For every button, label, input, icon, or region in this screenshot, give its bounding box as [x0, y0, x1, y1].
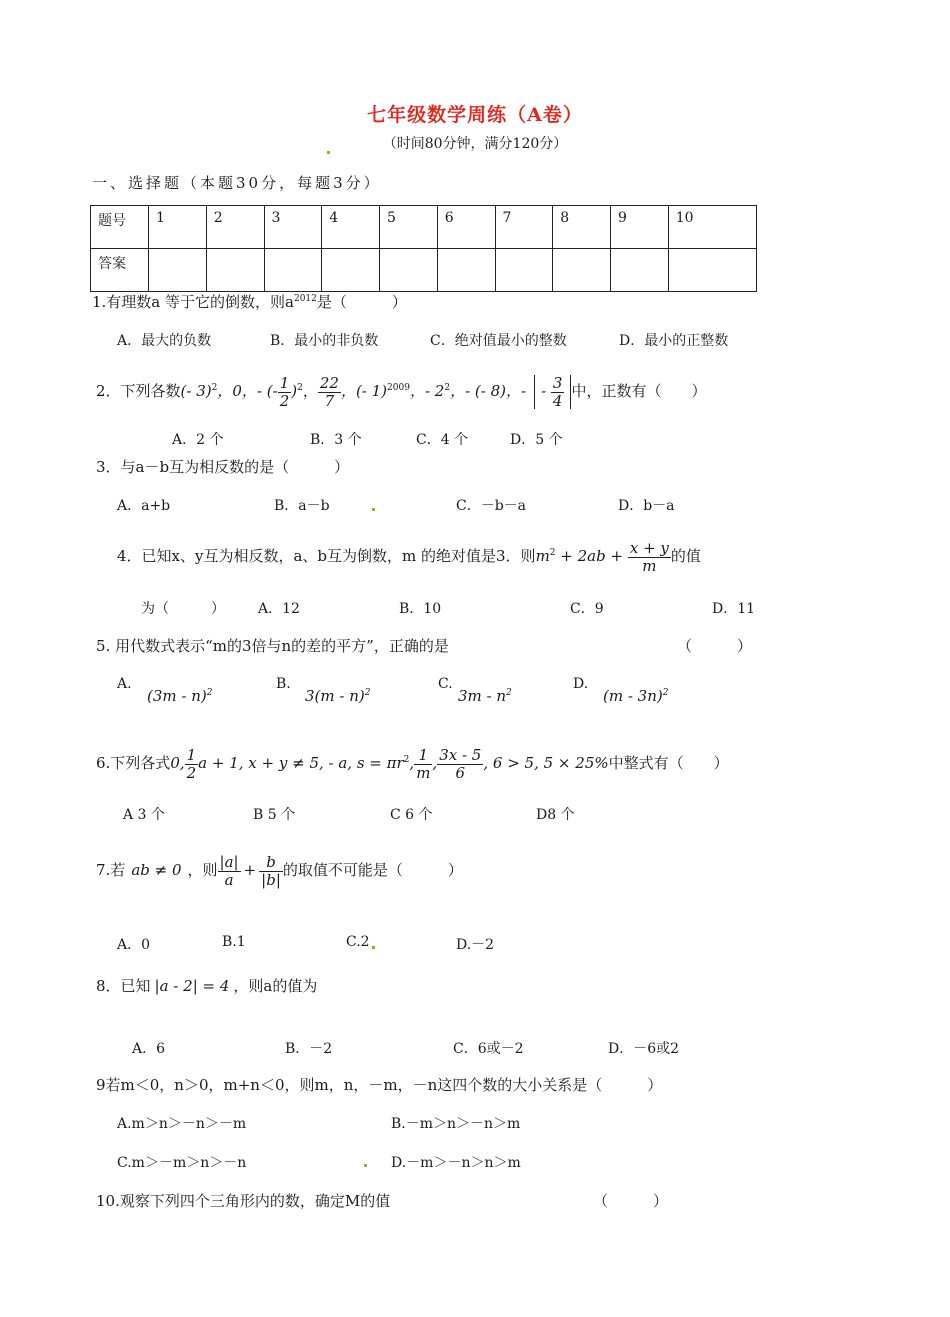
- q5-option-c-expr: [458, 687, 512, 705]
- q6-term: 0,: [170, 754, 185, 772]
- answer-cell[interactable]: [437, 249, 495, 292]
- q2-option-c: C．4 个: [416, 432, 469, 448]
- q2-term: ，(- 1): [340, 382, 388, 400]
- page-subtitle: （时间80分钟，满分120分）: [382, 136, 568, 152]
- scan-mark: [364, 1164, 367, 1167]
- question-2: 2．下列各数(- 3)$^2$，0，- (- $\frac{1}{2}$ )$^2$， $\frac{22}{7}$ ，(- 1)$^{2009}$，- $2^2$，- (- 8)，- - $\frac{3}{4}$ 中，正数有（ ）: [96, 374, 707, 410]
- table-cell: 5: [380, 206, 438, 249]
- q5-option-b-expr: [305, 687, 370, 705]
- q7-mid: ，则: [187, 861, 218, 879]
- q2-tail: 中，正数有（ ）: [571, 382, 707, 400]
- q2-exponent: 2: [297, 383, 303, 393]
- question-8: [96, 975, 317, 996]
- table-cell: 4: [322, 206, 380, 249]
- q8-expr: |a - 2| = 4: [154, 977, 230, 995]
- q3-option-c: C．－b－a: [456, 498, 527, 514]
- q5-expr: (m - 3n): [603, 687, 663, 705]
- table-cell: 10: [668, 206, 756, 249]
- q2-fraction: [551, 375, 565, 409]
- q4-option-b: B．10: [399, 601, 442, 617]
- q4-option-a: A．12: [258, 601, 300, 617]
- q4-exponent: 2: [549, 548, 556, 558]
- scan-mark: [372, 508, 375, 511]
- q4-numerator: x + y: [629, 539, 669, 557]
- answer-cell[interactable]: [611, 249, 669, 292]
- q6-term: ,: [432, 754, 438, 772]
- table-row: [91, 249, 757, 292]
- q3-option-b: B．a－b: [274, 498, 330, 514]
- q8-option-b: B．－2: [285, 1041, 333, 1057]
- q7-option-c: C.2: [346, 934, 370, 950]
- question-7: [96, 850, 463, 890]
- answer-cell[interactable]: [264, 249, 322, 292]
- q2-exponent: 2009: [387, 383, 410, 393]
- q2-term: ，- (- 8)，-: [450, 382, 527, 400]
- q8-option-c: C．6或－2: [453, 1041, 524, 1057]
- q7-fraction: [218, 854, 241, 888]
- question-1: [92, 291, 407, 312]
- q7-lead: 7.若: [96, 861, 126, 879]
- question-10: 10.观察下列四个三角形内的数，确定M的值: [96, 1192, 391, 1210]
- q5-expr: 3(m - n): [305, 687, 365, 705]
- q1-option-b: B．最小的非负数: [270, 333, 379, 349]
- q2-exponent: 2: [444, 383, 451, 393]
- q3-option-a: A．a+b: [117, 498, 171, 514]
- q6-lead: 6.下列各式: [96, 754, 171, 772]
- q1-stem: 1.有理数a 等于它的倒数，则a: [92, 293, 294, 311]
- table-cell: 9: [611, 206, 669, 249]
- q7-plus: +: [243, 861, 257, 879]
- q7-condition: ab ≠ 0: [131, 861, 182, 879]
- q1-option-a: A．最大的负数: [117, 333, 212, 349]
- q9-option-d: D.－m＞－n＞n＞m: [391, 1155, 521, 1171]
- q5-expr: 3m - n: [458, 687, 507, 705]
- q2-fraction: [278, 375, 292, 409]
- q7-numerator: b: [259, 854, 283, 872]
- q7-denominator: a: [224, 870, 234, 889]
- question-4: [117, 533, 701, 576]
- q2-option-a: A．2 个: [172, 432, 224, 448]
- q5-option-d-expr: [603, 687, 668, 705]
- q1-stem-end: 是（ ）: [316, 293, 407, 311]
- q2-term: ，- 2: [409, 382, 445, 400]
- q6-term: ,: [409, 754, 415, 772]
- q6-option-c: C 6 个: [390, 807, 433, 823]
- q2-denominator: 2: [279, 391, 290, 410]
- q2-option-d: D．5 个: [510, 432, 563, 448]
- q9-option-c: C.m＞－m＞n＞－n: [117, 1155, 247, 1171]
- table-cell: 7: [495, 206, 553, 249]
- q1-option-c: C．绝对值最小的整数: [430, 333, 567, 349]
- answer-cell[interactable]: [206, 249, 264, 292]
- q6-numerator: 1: [414, 747, 432, 765]
- q6-fraction: [185, 747, 199, 781]
- page-title: 七年级数学周练（A卷）: [367, 104, 583, 126]
- q6-numerator: 1: [186, 746, 197, 764]
- q4-stem: 4．已知x、y互为相反数，a、b互为倒数，m 的绝对值是3．则: [117, 547, 536, 565]
- q7-option-d: D.－2: [456, 937, 495, 953]
- scan-mark: [372, 946, 375, 949]
- question-5: 5. 用代数式表示“m的3倍与n的差的平方”，正确的是: [96, 637, 449, 655]
- q3-option-d: D．b－a: [618, 498, 675, 514]
- question-3: 3．与a－b互为相反数的是（ ）: [96, 458, 350, 476]
- q8-option-a: A．6: [132, 1041, 166, 1057]
- q7-option-a: A．0: [117, 937, 151, 953]
- q1-option-d: D．最小的正整数: [619, 333, 729, 349]
- q4-expr: m: [535, 547, 550, 565]
- q8-lead: 8．已知: [96, 977, 151, 995]
- q2-term: ，: [302, 382, 318, 400]
- scan-mark: [327, 151, 330, 154]
- q1-exponent: 2012: [293, 294, 317, 304]
- q6-exponent: 2: [403, 755, 410, 765]
- table-header-cell: 题号: [91, 206, 149, 249]
- table-header-cell: 答案: [91, 249, 149, 292]
- table-cell: 8: [553, 206, 611, 249]
- q6-denominator: 2: [186, 763, 197, 782]
- q2-denominator: 7: [324, 391, 335, 410]
- q7-tail: 的取值不可能是（ ）: [282, 861, 463, 879]
- q5-option-c-label: C.: [438, 676, 453, 692]
- q5-expr: (3m - n): [147, 687, 207, 705]
- question-9: 9若m＜0，n＞0，m+n＜0，则m，n，－m，－n这四个数的大小关系是（ ）: [96, 1076, 663, 1094]
- table-cell: 3: [264, 206, 322, 249]
- q8-option-d: D．－6或2: [608, 1041, 680, 1057]
- q2-fraction: [318, 375, 341, 409]
- q6-option-b: B 5 个: [253, 807, 296, 823]
- q6-option-d: D8 个: [536, 807, 575, 823]
- q5-paren: （ ）: [677, 637, 753, 655]
- q6-term: a + 1, x + y ≠ 5, - a, s = πr: [198, 754, 404, 772]
- table-cell: 1: [149, 206, 207, 249]
- answer-cell[interactable]: [322, 249, 380, 292]
- q4-fraction: [628, 540, 671, 574]
- q7-denominator: |b|: [261, 870, 281, 889]
- q4-denominator: m: [642, 556, 657, 575]
- q4-option-d: D．11: [712, 601, 756, 617]
- q10-paren: （ ）: [593, 1192, 669, 1210]
- q2-numerator: 22: [319, 374, 339, 392]
- q4-tail: 的值: [670, 547, 701, 565]
- q2-abs-value: [534, 375, 571, 409]
- answer-cell[interactable]: [553, 249, 611, 292]
- q8-tail: ，则a的值为: [233, 977, 318, 995]
- section-heading: 一、选择题（本题30分，每题3分）: [92, 174, 382, 192]
- q6-denominator: m: [416, 763, 431, 782]
- q4-expr: + 2ab +: [555, 547, 628, 565]
- q2-lead: 2．下列各数: [96, 382, 181, 400]
- answer-table: [90, 205, 757, 292]
- table-row: [91, 206, 757, 249]
- q6-term: , 6 > 5, 5 × 25%: [483, 754, 609, 772]
- q2-term: (- 3): [180, 382, 212, 400]
- q7-numerator: |a|: [219, 853, 239, 871]
- q2-denominator: 4: [552, 391, 563, 410]
- q6-option-a: A 3 个: [123, 807, 165, 823]
- q2-option-b: B．3 个: [310, 432, 362, 448]
- q5-exponent: 2: [364, 688, 371, 698]
- answer-cell[interactable]: [380, 249, 438, 292]
- answer-cell[interactable]: [668, 249, 756, 292]
- q5-exponent: 2: [506, 688, 512, 698]
- q2-term: -: [541, 382, 547, 400]
- q6-fraction: [437, 747, 483, 781]
- answer-cell[interactable]: [149, 249, 207, 292]
- q4-continuation: 为（ ）: [141, 601, 225, 617]
- q5-option-d-label: D.: [573, 676, 589, 692]
- q5-option-a-label: A.: [117, 676, 132, 692]
- table-cell: 6: [437, 206, 495, 249]
- question-6: [96, 740, 729, 783]
- q6-denominator: 6: [455, 763, 466, 782]
- q9-option-a: A.m＞n＞－n＞－m: [117, 1116, 247, 1132]
- q2-numerator: 3: [552, 374, 563, 392]
- q6-tail: 中整式有（ ）: [608, 754, 729, 772]
- table-cell: 2: [206, 206, 264, 249]
- q5-exponent: 2: [206, 688, 213, 698]
- q6-fraction: [414, 747, 432, 781]
- q5-option-a-expr: [147, 687, 212, 705]
- q9-option-b: B.－m＞n＞－n＞m: [391, 1116, 521, 1132]
- q7-fraction: [259, 854, 283, 888]
- answer-cell[interactable]: [495, 249, 553, 292]
- q2-exponent: 2: [211, 383, 218, 393]
- q2-numerator: 1: [279, 374, 290, 392]
- q4-option-c: C．9: [570, 601, 604, 617]
- q7-option-b: B.1: [222, 934, 246, 950]
- q5-option-b-label: B.: [276, 676, 291, 692]
- q5-exponent: 2: [662, 688, 669, 698]
- q6-numerator: 3x - 5: [439, 746, 482, 764]
- q2-term: ，0，- (-: [217, 382, 278, 400]
